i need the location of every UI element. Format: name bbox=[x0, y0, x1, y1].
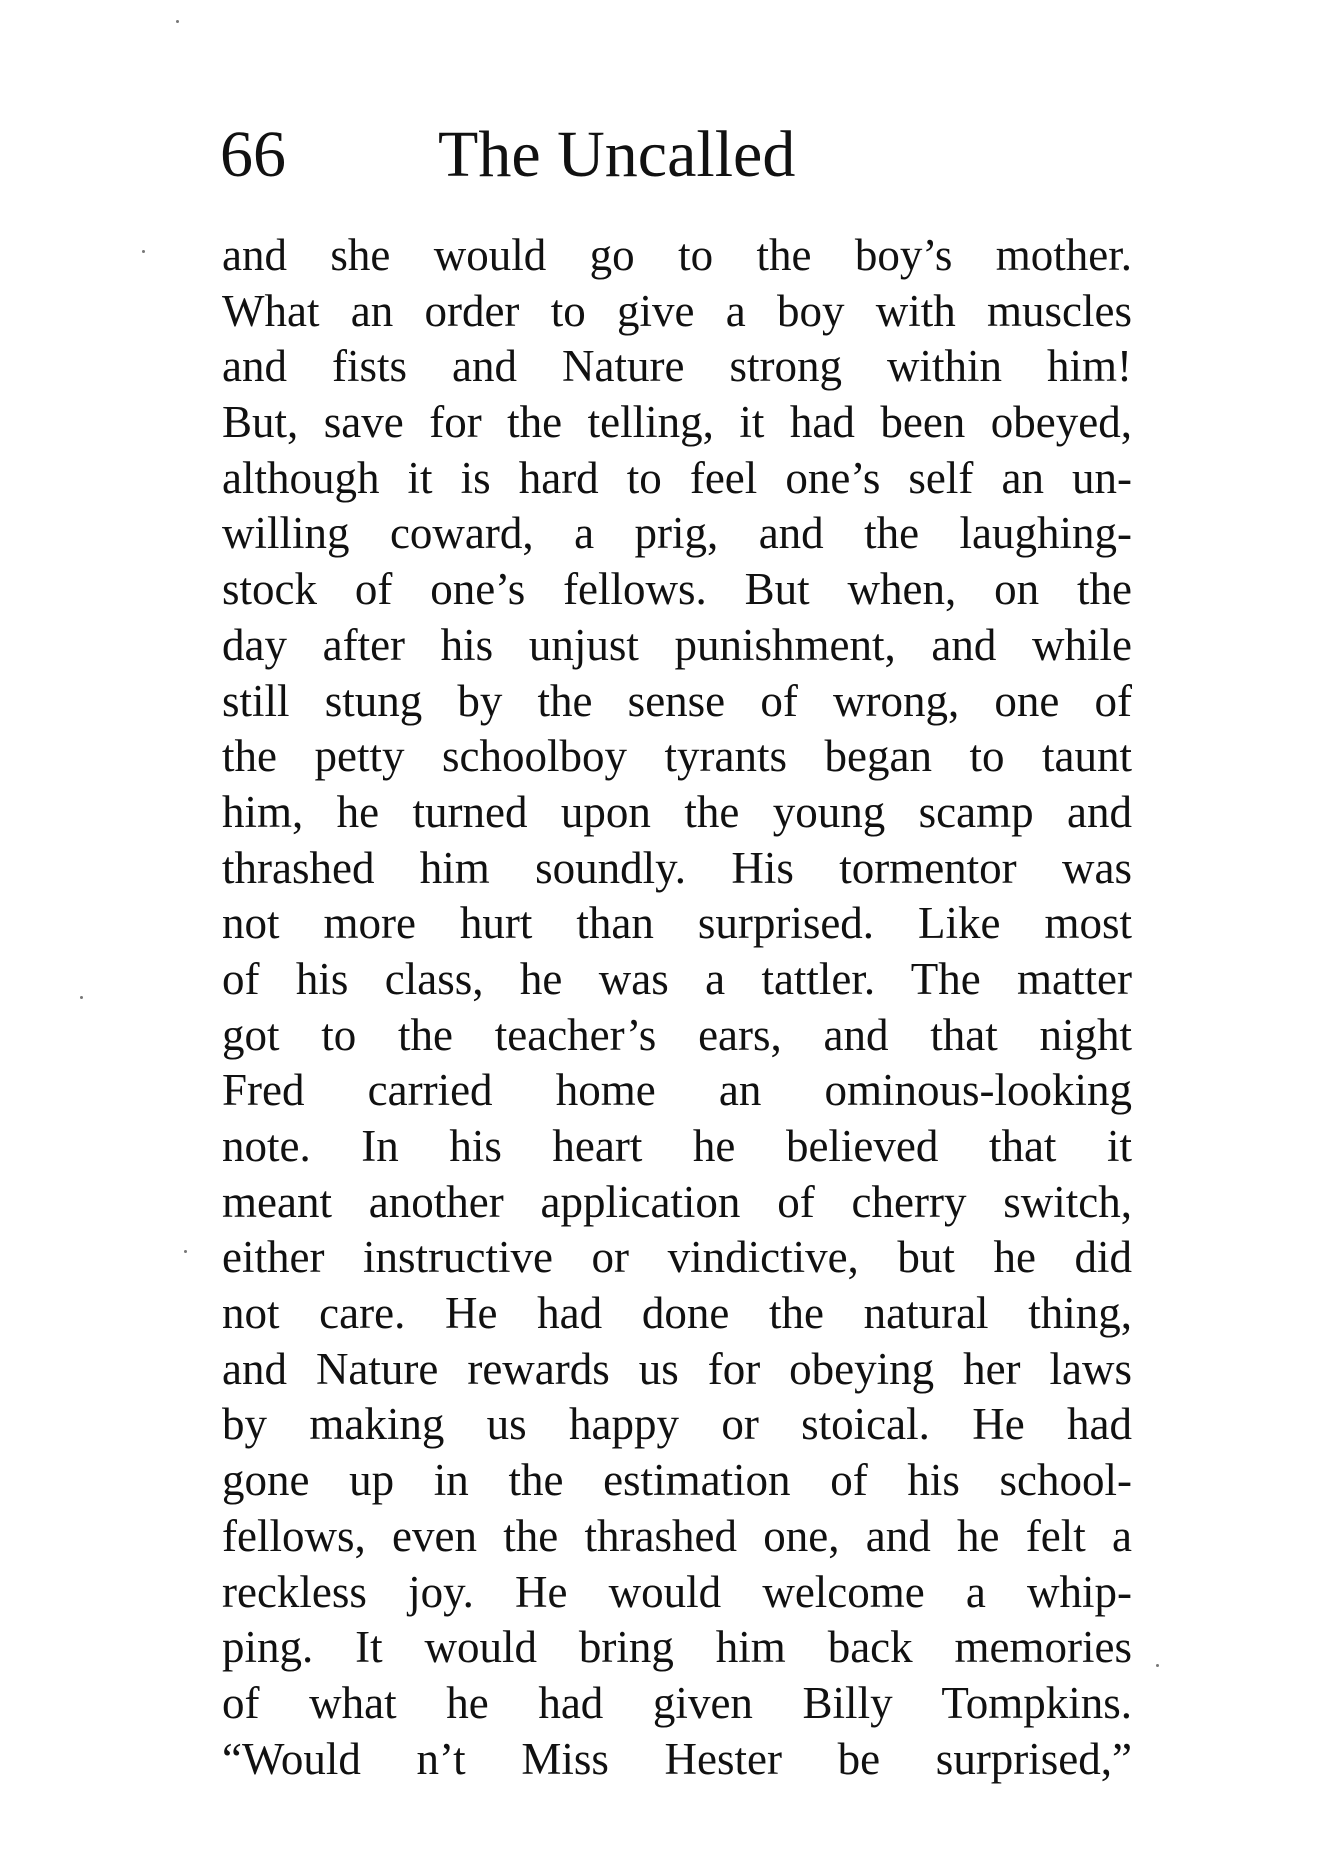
text-line: got to the teacher’s ears, and that night bbox=[222, 1009, 1132, 1060]
text-line: by making us happy or stoical. He had bbox=[222, 1399, 1132, 1450]
text-line: and she would go to the boy’s mother. bbox=[222, 230, 1132, 280]
text-line: “Would n’t Miss Hester be surprised,” bbox=[222, 1733, 1132, 1784]
text-line: ping. It would bring him back memories bbox=[222, 1622, 1132, 1673]
text-line: of what he had given Billy Tompkins. bbox=[222, 1677, 1132, 1728]
text-line: fellows, even the thrashed one, and he felt a bbox=[222, 1510, 1132, 1561]
scan-speck bbox=[184, 1250, 187, 1253]
text-line: not care. He had done the natural thing, bbox=[222, 1288, 1132, 1339]
text-line: and Nature rewards us for obeying her laws bbox=[222, 1343, 1132, 1394]
text-line: stock of one’s fellows. But when, on the bbox=[222, 564, 1132, 615]
text-line: meant another application of cherry switch, bbox=[222, 1176, 1132, 1227]
text-line: and fists and Nature strong within him! bbox=[222, 341, 1132, 392]
text-line: either instructive or vindictive, but he did bbox=[222, 1232, 1132, 1283]
text-line: still stung by the sense of wrong, one of bbox=[222, 675, 1132, 726]
text-line: willing coward, a prig, and the laughing- bbox=[222, 508, 1132, 559]
running-title: The Uncalled bbox=[438, 118, 796, 191]
scan-speck bbox=[80, 996, 83, 999]
text-line: gone up in the estimation of his school- bbox=[222, 1455, 1132, 1506]
scan-speck bbox=[1156, 1664, 1159, 1667]
text-line: not more hurt than surprised. Like most bbox=[222, 898, 1132, 949]
text-line: thrashed him soundly. His tormentor was bbox=[222, 842, 1132, 893]
text-line: him, he turned upon the young scamp and bbox=[222, 786, 1132, 837]
scan-speck bbox=[142, 250, 145, 253]
text-line: day after his unjust punishment, and while bbox=[222, 619, 1132, 670]
page-header bbox=[220, 110, 1140, 200]
text-line: reckless joy. He would welcome a whip- bbox=[222, 1566, 1132, 1617]
text-line: Fred carried home an ominous-looking bbox=[222, 1065, 1132, 1116]
body-text bbox=[222, 228, 1132, 1787]
text-line: But, save for the telling, it had been obeyed, bbox=[222, 397, 1132, 448]
scan-speck bbox=[176, 20, 179, 23]
page-number: 66 bbox=[220, 118, 286, 191]
text-line: although it is hard to feel one’s self an un- bbox=[222, 452, 1132, 503]
text-line: of his class, he was a tattler. The matter bbox=[222, 953, 1132, 1004]
text-line: the petty schoolboy tyrants began to taunt bbox=[222, 731, 1132, 782]
text-line: What an order to give a boy with muscles bbox=[222, 285, 1132, 336]
text-line: note. In his heart he believed that it bbox=[222, 1121, 1132, 1171]
